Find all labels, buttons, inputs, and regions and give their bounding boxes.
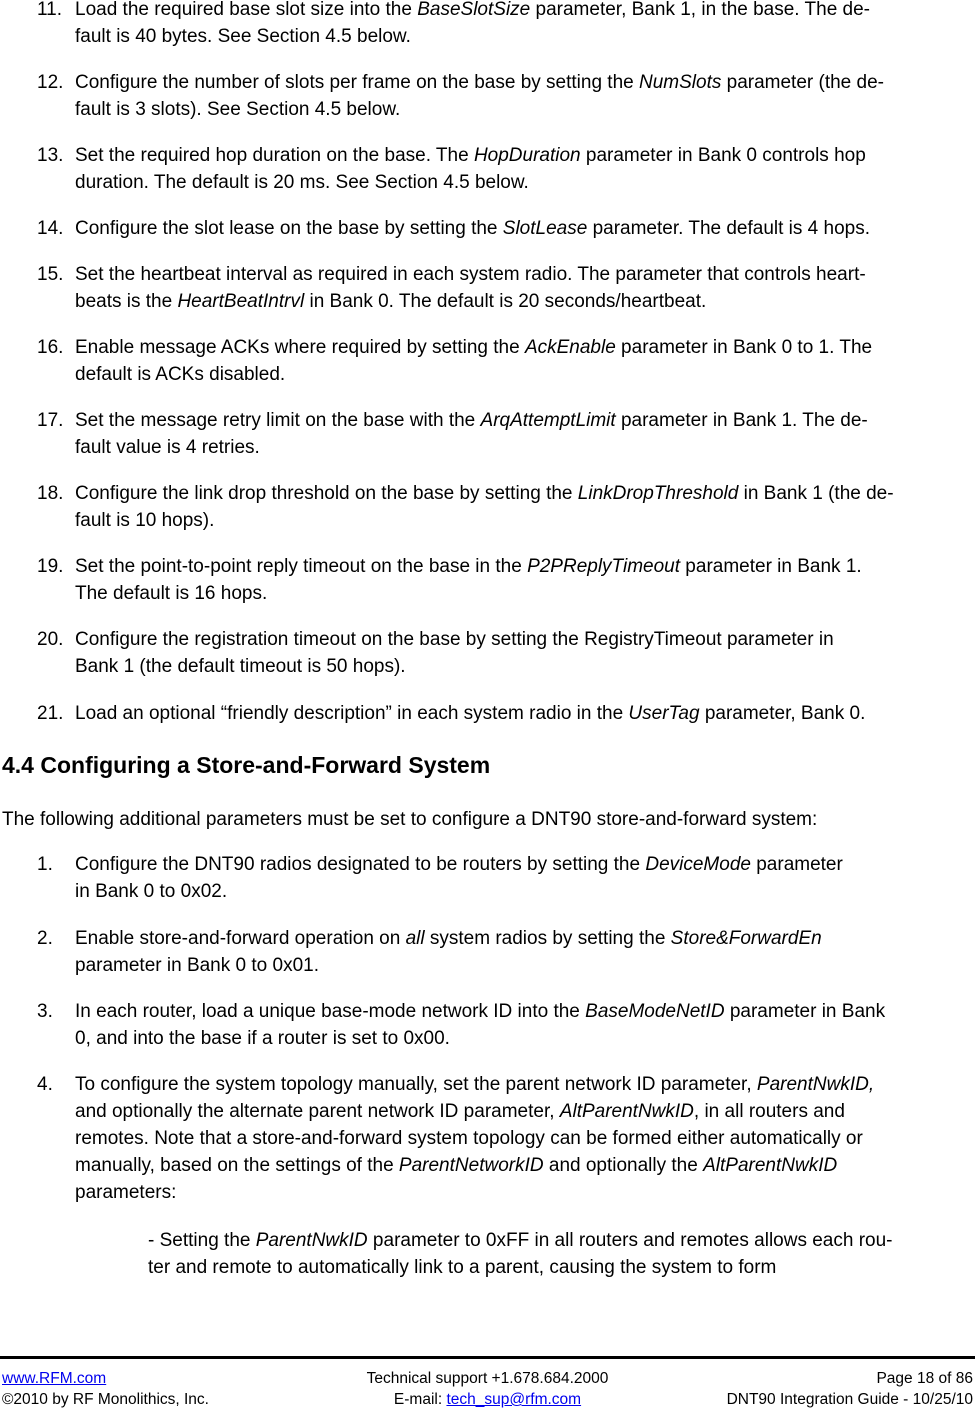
text-run: system radios by setting the	[424, 928, 671, 949]
parameter-name: LinkDropThreshold	[577, 483, 739, 504]
text-run: parameter in Bank 1.	[680, 556, 862, 577]
list-item-number: 1.	[37, 854, 53, 875]
text-line	[75, 215, 973, 242]
text-line	[75, 407, 973, 434]
text-run: fault value is 4 retries.	[75, 437, 260, 458]
text-run: remotes. Note that a store-and-forward system topology can be formed either automatically or	[75, 1128, 863, 1149]
text-run: Configure the link drop threshold on the base by setting the	[75, 483, 578, 504]
text-run: fault is 10 hops).	[75, 510, 215, 531]
text-run: beats is the	[75, 291, 178, 312]
text-run: parameter	[750, 854, 843, 875]
text-run: parameter in Bank 0 controls hop	[580, 145, 866, 166]
list-item-number: 4.	[37, 1074, 53, 1095]
list-item-text	[75, 407, 973, 461]
text-line	[75, 261, 973, 288]
list-item-number: 16.	[37, 337, 64, 358]
parameter-name: P2PReplyTimeout	[527, 556, 681, 577]
text-run: in Bank 1 (the de-	[738, 483, 894, 504]
text-line	[75, 142, 973, 169]
text-run: parameter. The default is 4 hops.	[587, 218, 871, 239]
parameter-name: BaseModeNetID	[585, 1001, 725, 1022]
text-run: and optionally the	[543, 1155, 704, 1176]
list-item-text	[75, 142, 973, 196]
text-run: parameter to 0xFF in all routers and remotes allows each rou-	[367, 1230, 893, 1251]
text-line	[75, 878, 973, 905]
parameter-name: BaseSlotSize	[417, 0, 531, 20]
text-run: , in all routers and	[693, 1101, 845, 1122]
text-run: ter and remote to automatically link to a parent, causing the system to form	[148, 1257, 777, 1278]
list-item-number: 12.	[37, 72, 64, 93]
text-run: parameter in Bank 1. The de-	[615, 410, 868, 431]
list-item-number: 13.	[37, 145, 64, 166]
parameter-name: UserTag	[628, 703, 700, 724]
text-run: fault is 40 bytes. See Section 4.5 below.	[75, 26, 411, 47]
parameter-name: ArqAttemptLimit	[480, 410, 616, 431]
footer-divider	[0, 1356, 975, 1359]
footer-doc-title: DNT90 Integration Guide - 10/25/10	[726, 1391, 973, 1408]
text-line	[75, 952, 973, 979]
text-run: Load an optional “friendly description” in each system radio in the	[75, 703, 629, 724]
text-line	[75, 507, 973, 534]
list-item-number: 15.	[37, 264, 64, 285]
text-line	[75, 334, 973, 361]
text-run: Configure the DNT90 radios designated to be routers by setting the	[75, 854, 646, 875]
text-line	[75, 361, 973, 388]
text-line	[75, 580, 973, 607]
list-item-text	[75, 925, 973, 979]
text-run: Bank 1 (the default timeout is 50 hops).	[75, 656, 406, 677]
text-run: manually, based on the settings of the	[75, 1155, 399, 1176]
text-line	[75, 288, 973, 315]
text-run: in Bank 0 to 0x02.	[75, 881, 228, 902]
list-item-number: 11.	[37, 0, 63, 20]
text-run: In each router, load a unique base-mode network ID into the	[75, 1001, 586, 1022]
text-line	[148, 1227, 893, 1254]
text-run: Configure the number of slots per frame on the base by setting the	[75, 72, 639, 93]
text-run: Enable store-and-forward operation on	[75, 928, 406, 949]
list-item-text	[75, 215, 973, 242]
text-line	[148, 1254, 893, 1281]
text-run: Set the message retry limit on the base with the	[75, 410, 481, 431]
email-link[interactable]: tech_sup@rfm.com	[446, 1391, 582, 1408]
list-item-number: 19.	[37, 556, 64, 577]
text-line	[75, 700, 973, 727]
list-item-text	[75, 480, 973, 534]
text-line	[75, 998, 973, 1025]
text-line	[75, 1152, 973, 1179]
email-label: E-mail:	[393, 1391, 447, 1408]
text-run: in Bank 0. The default is 20 seconds/heartbeat.	[304, 291, 707, 312]
text-run: duration. The default is 20 ms. See Section 4.5 below.	[75, 172, 529, 193]
text-line	[75, 169, 973, 196]
text-run: Set the heartbeat interval as required in each system radio. The parameter that controls heart-	[75, 264, 866, 285]
text-run: Set the required hop duration on the base. The	[75, 145, 474, 166]
text-run: fault is 3 slots). See Section 4.5 below.	[75, 99, 401, 120]
footer-page-number: Page 18 of 86	[876, 1370, 973, 1387]
text-run: parameter in Bank 0 to 0x01.	[75, 955, 319, 976]
sub-paragraph	[148, 1227, 893, 1281]
list-item-text	[75, 626, 973, 680]
parameter-name: NumSlots	[639, 72, 722, 93]
text-line	[75, 626, 973, 653]
list-item-number: 3.	[37, 1001, 53, 1022]
parameter-name: AltParentNwkID	[559, 1101, 694, 1122]
parameter-name: Store&ForwardEn	[670, 928, 822, 949]
text-run: parameter (the de-	[721, 72, 884, 93]
list-item-number: 18.	[37, 483, 64, 504]
text-line	[75, 1179, 973, 1206]
text-line	[75, 851, 973, 878]
text-run: parameter, Bank 0.	[699, 703, 866, 724]
text-line	[75, 925, 973, 952]
parameter-name: AckEnable	[524, 337, 616, 358]
text-run: and optionally the alternate parent network ID parameter,	[75, 1101, 560, 1122]
text-run: 0, and into the base if a router is set to 0x00.	[75, 1028, 450, 1049]
parameter-name: SlotLease	[502, 218, 588, 239]
text-run: Set the point-to-point reply timeout on the base in the	[75, 556, 528, 577]
website-link[interactable]: www.RFM.com	[2, 1370, 107, 1387]
list-item-number: 2.	[37, 928, 53, 949]
text-line	[75, 96, 973, 123]
text-line	[75, 1125, 973, 1152]
footer-support: Technical support +1.678.684.2000	[366, 1370, 609, 1387]
parameter-name: HeartBeatIntrvl	[177, 291, 305, 312]
text-run: default is ACKs disabled.	[75, 364, 286, 385]
parameter-name: ParentNwkID,	[756, 1074, 875, 1095]
list-item-text	[75, 553, 973, 607]
section-heading: 4.4 Configuring a Store-and-Forward System	[2, 752, 491, 778]
text-run: parameter in Bank 0 to 1. The	[615, 337, 873, 358]
text-run: Enable message ACKs where required by setting the	[75, 337, 525, 358]
text-line	[75, 1071, 973, 1098]
list-item-text	[75, 851, 973, 905]
text-line	[75, 553, 973, 580]
parameter-name: ParentNetworkID	[398, 1155, 544, 1176]
footer-copyright: ©2010 by RF Monolithics, Inc.	[2, 1391, 209, 1408]
list-item-number: 17.	[37, 410, 64, 431]
text-run: parameters:	[75, 1182, 177, 1203]
text-run: Load the required base slot size into the	[75, 0, 418, 20]
text-line	[75, 1098, 973, 1125]
parameter-name: AltParentNwkID	[703, 1155, 838, 1176]
list-item-text	[75, 261, 973, 315]
text-line	[75, 0, 973, 23]
text-run: Configure the slot lease on the base by setting the	[75, 218, 503, 239]
text-run: Configure the registration timeout on the base by setting the RegistryTimeout parameter in	[75, 629, 834, 650]
text-line	[75, 480, 973, 507]
list-item-text	[75, 69, 973, 123]
section-intro: The following additional parameters must be set to configure a DNT90 store-and-forward system:	[2, 809, 818, 830]
list-item-number: 21.	[37, 703, 64, 724]
parameter-name: DeviceMode	[645, 854, 751, 875]
text-line	[75, 434, 973, 461]
text-line	[75, 653, 973, 680]
list-item-number: 20.	[37, 629, 64, 650]
parameter-name: all	[405, 928, 425, 949]
list-item-text	[75, 334, 973, 388]
parameter-name: HopDuration	[473, 145, 581, 166]
text-line	[75, 1025, 973, 1052]
list-item-number: 14.	[37, 218, 64, 239]
list-item-text	[75, 0, 973, 50]
text-run: parameter, Bank 1, in the base. The de-	[530, 0, 870, 20]
text-run: The default is 16 hops.	[75, 583, 268, 604]
text-run: parameter in Bank	[724, 1001, 886, 1022]
text-line	[75, 69, 973, 96]
text-line	[75, 23, 973, 50]
parameter-name: ParentNwkID	[255, 1230, 368, 1251]
list-item-text	[75, 700, 973, 727]
list-item-text	[75, 1071, 973, 1206]
text-run: To configure the system topology manually, set the parent network ID parameter,	[75, 1074, 757, 1095]
text-run: - Setting the	[148, 1230, 256, 1251]
list-item-text	[75, 998, 973, 1052]
